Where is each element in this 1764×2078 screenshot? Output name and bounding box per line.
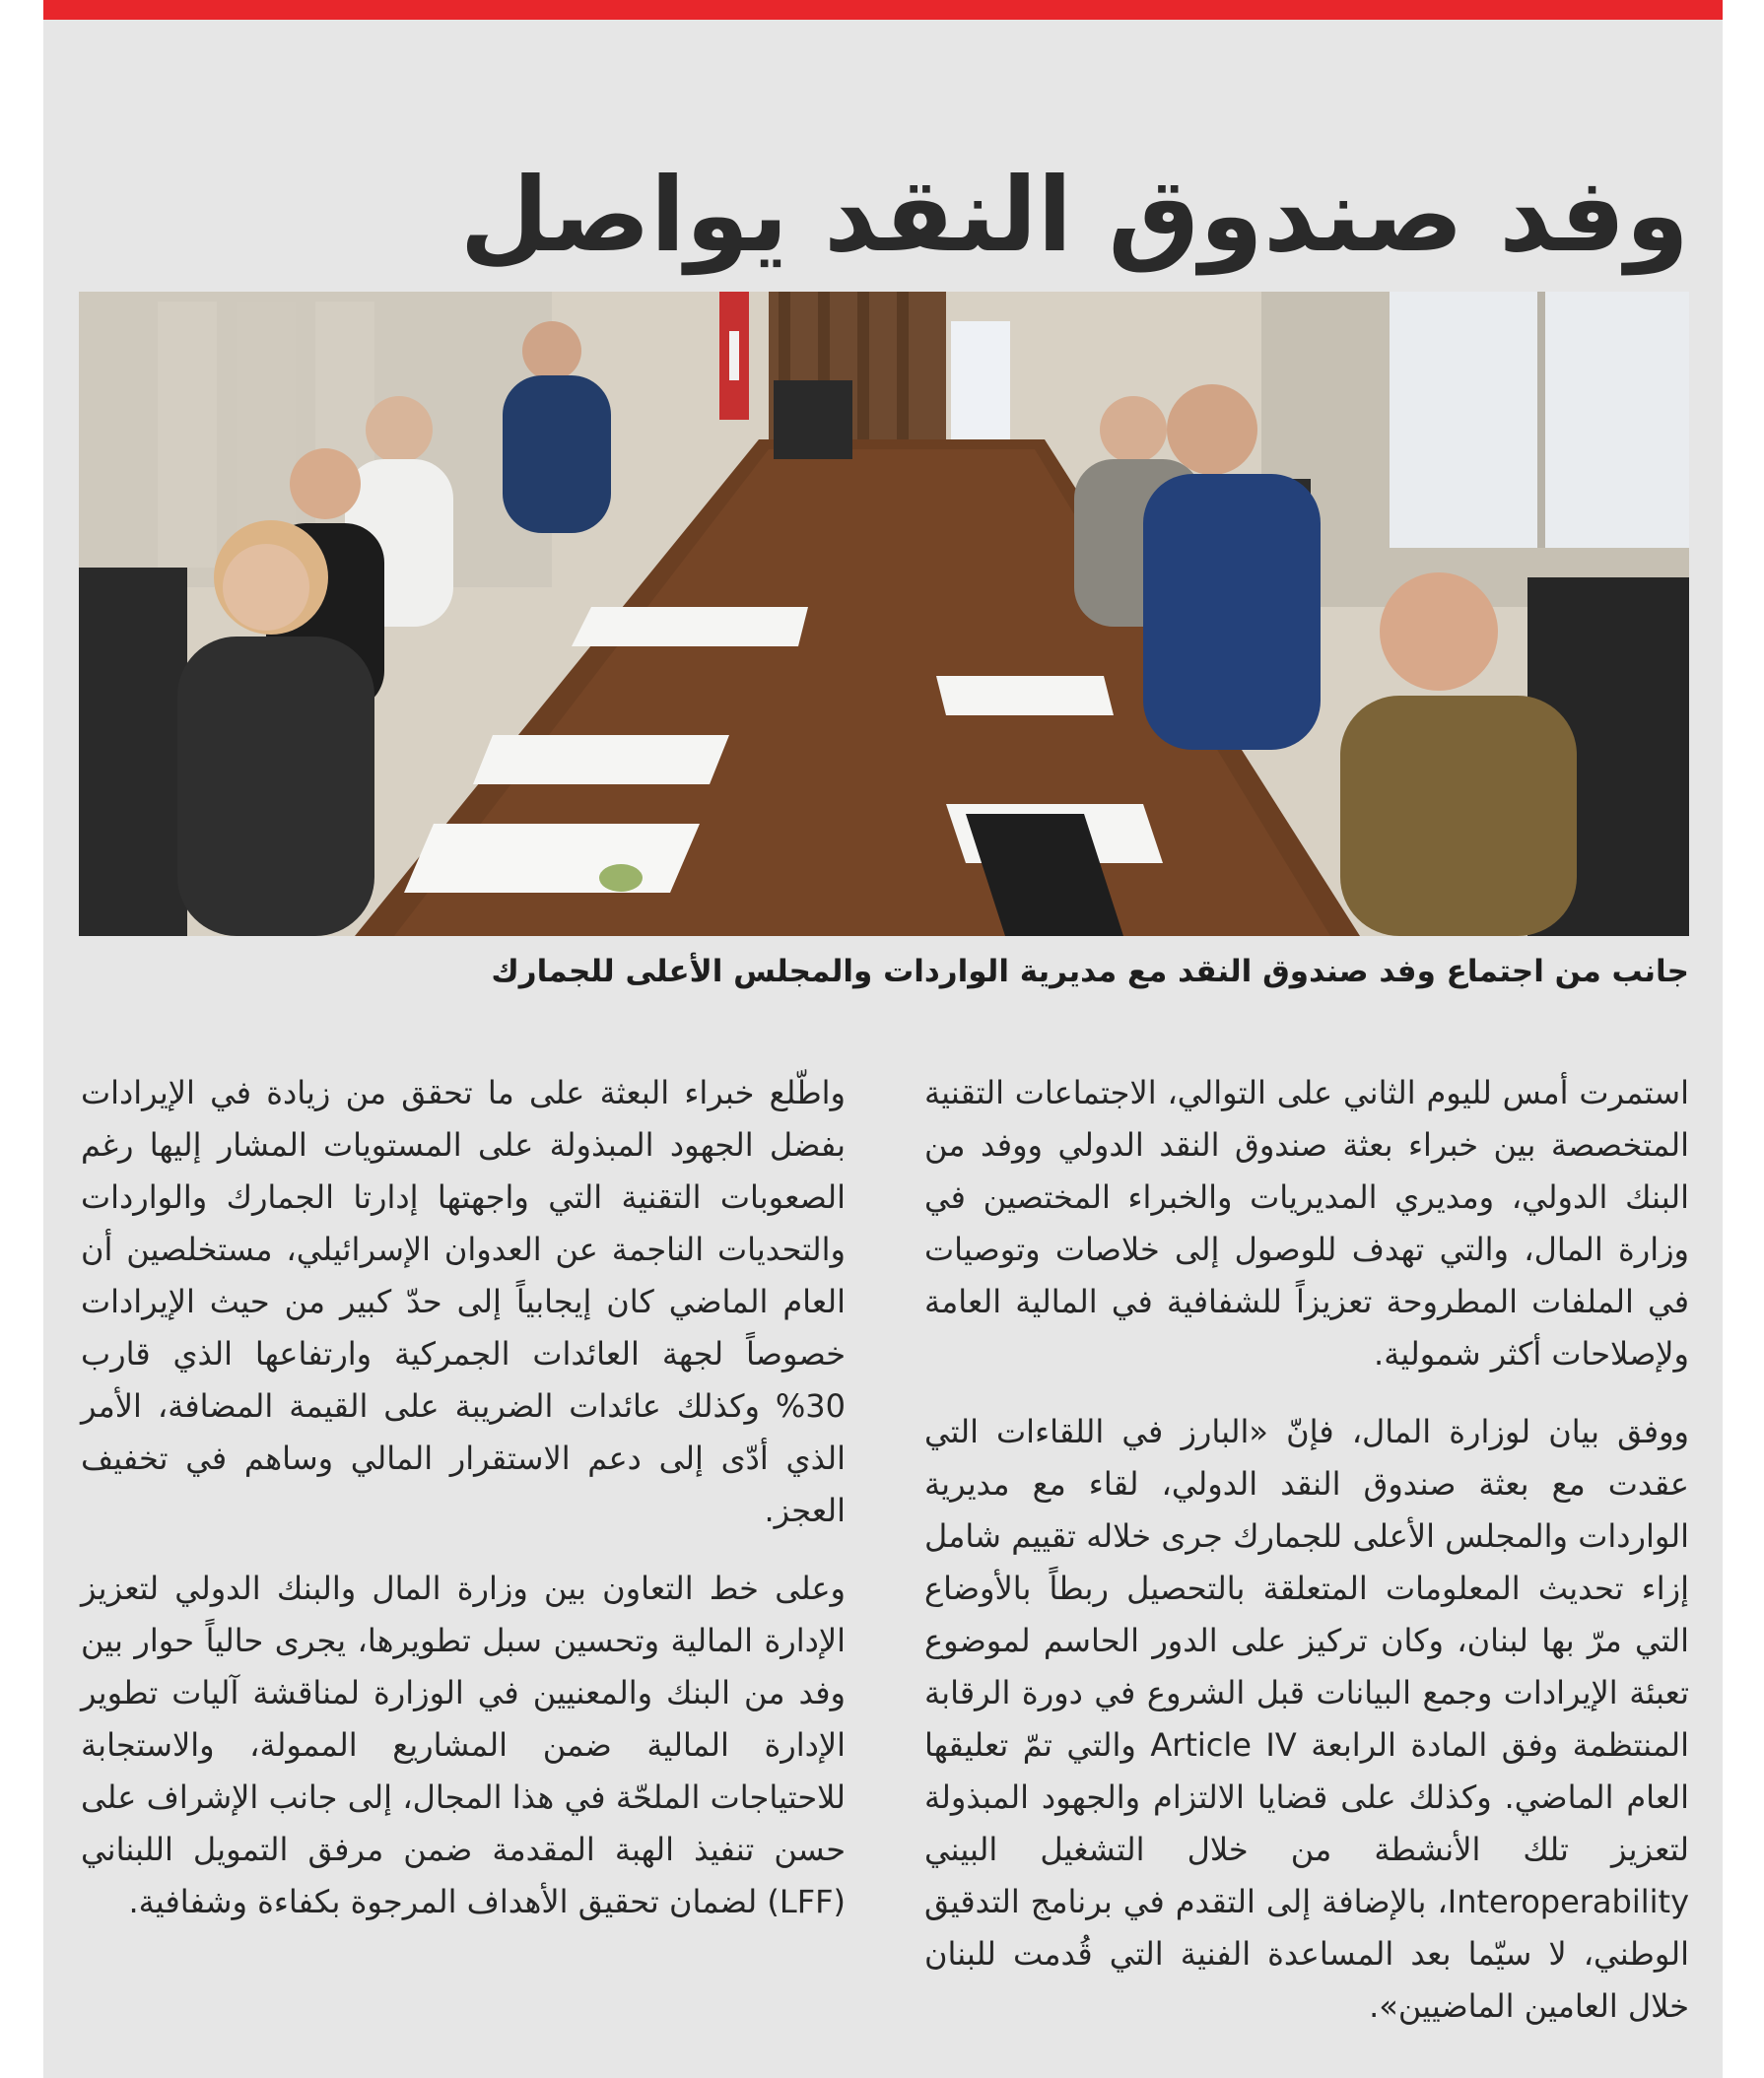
meeting-photo-illustration	[79, 292, 1689, 936]
accent-bar	[43, 0, 1723, 20]
photo-caption: جانب من اجتماع وفد صندوق النقد مع مديرية الواردات والمجلس الأعلى للجمارك	[491, 954, 1689, 989]
article-paragraph: وعلى خط التعاون بين وزارة المال والبنك الدولي لتعزيز الإدارة المالية وتحسين سبل تطويرها، يجرى حالياً حوار بين وفد من البنك والمعنيين في الوزارة لمناقشة آليات تطوير الإدارة المالية ضمن المشاريع الممولة، والاستجابة للاحتياجات الملحّة في هذا المجال، إلى جانب الإشراف على حسن تنفيذ الهبة المقدمة ضمن مرفق التمويل اللبناني (LFF) لضمان تحقيق الأهداف المرجوة بكفاءة وشفافية.	[81, 1570, 846, 1920]
article-column-right	[924, 1067, 1689, 2058]
article-headline: وفد صندوق النقد يواصل	[459, 154, 1689, 275]
article-paragraph: استمرت أمس لليوم الثاني على التوالي، الاجتماعات التقنية المتخصصة بين خبراء بعثة صندوق النقد الدولي ووفد من البنك الدولي، ومديري المديريات والخبراء المختصين في وزارة المال، والتي تهدف للوصول إلى خلاصات وتوصيات في الملفات المطروحة تعزيزاً للشفافية في المالية العامة ولإصلاحات أكثر شمولية.	[924, 1074, 1689, 1373]
article-column-left	[81, 1067, 846, 1954]
meeting-photo	[79, 292, 1689, 936]
article-paragraph: ووفق بيان لوزارة المال، فإنّ «البارز في اللقاءات التي عقدت مع بعثة صندوق النقد الدولي، لقاء مع مديرية الواردات والمجلس الأعلى للجمارك جرى خلاله تقييم شامل إزاء تحديث المعلومات المتعلقة بالتحصيل ربطاً بالأوضاع التي مرّ بها لبنان، وكان تركيز على الدور الحاسم لموضوع تعبئة الإيرادات وجمع البيانات قبل الشروع في دورة الرقابة المنتظمة وفق المادة الرابعة Article IV والتي تمّ تعليقها العام الماضي. وكذلك على قضايا الالتزام والجهود المبذولة لتعزيز تلك الأنشطة من خلال التشغيل البيني Interoperability، بالإضافة إلى التقدم في برنامج التدقيق الوطني، لا سيّما بعد المساعدة الفنية التي قُدمت للبنان خلال العامين الماضيين».	[924, 1413, 1690, 2025]
article-paragraph: واطّلع خبراء البعثة على ما تحقق من زيادة في الإيرادات بفضل الجهود المبذولة على المستويات المشار إليها رغم الصعوبات التقنية التي واجهتها إدارتا الجمارك والواردات والتحديات الناجمة عن العدوان الإسرائيلي، مستخلصين أن العام الماضي كان إيجابياً إلى حدّ كبير من حيث الإيرادات خصوصاً لجهة العائدات الجمركية وارتفاعها الذي قارب 30% وكذلك عائدات الضريبة على القيمة المضافة، الأمر الذي أدّى إلى دعم الاستقرار المالي وساهم في تخفيف العجز.	[81, 1074, 846, 1529]
